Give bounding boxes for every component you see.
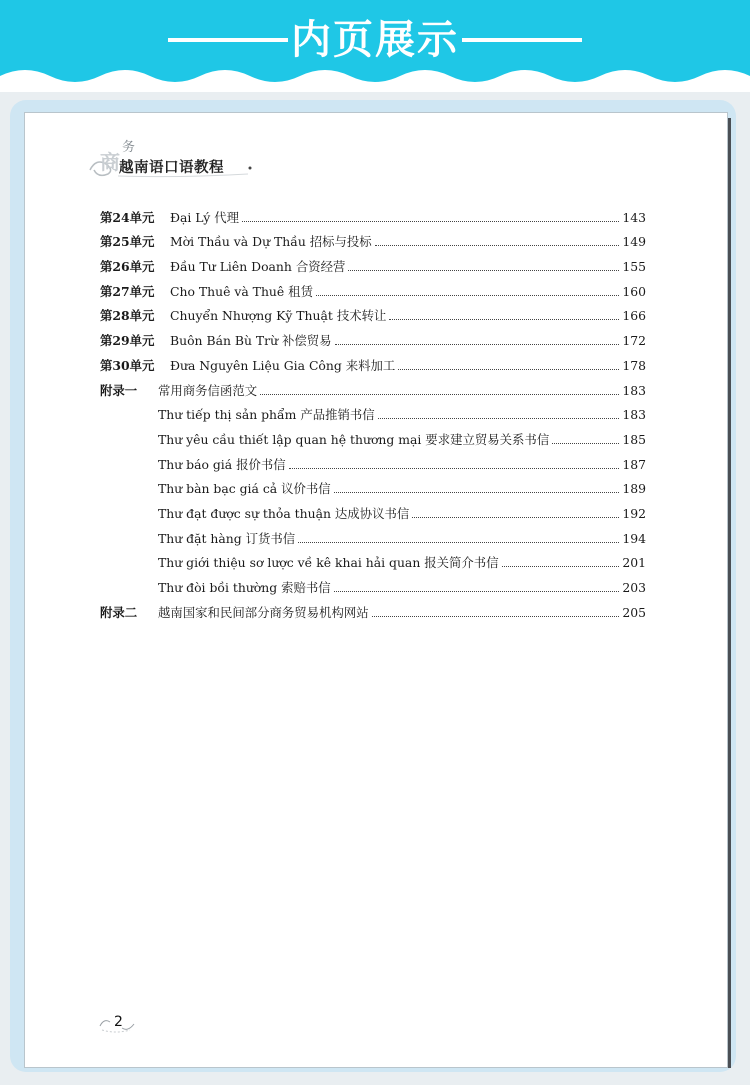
toc-leader-dots — [260, 393, 619, 395]
toc-entry-title: Thư tiếp thị sản phẩm 产品推销书信 — [158, 407, 375, 423]
toc-entry-page: 143 — [622, 209, 646, 225]
banner-title: 内页展示 — [291, 17, 459, 63]
toc-leader-dots — [389, 318, 619, 320]
toc-leader-dots — [552, 442, 619, 444]
logo-shang-glyph: 商 — [100, 150, 120, 174]
toc-entry-page: 205 — [622, 604, 646, 620]
toc-entry-title: Buôn Bán Bù Trừ 补偿贸易 — [170, 333, 332, 349]
toc-leader-dots — [242, 220, 619, 222]
toc-entry — [100, 250, 646, 275]
toc-entry — [100, 497, 646, 522]
toc-leader-dots — [375, 244, 620, 246]
toc-entry-title: Thư giới thiệu sơ lược về kê khai hải quan 报关简介书信 — [158, 555, 499, 571]
toc-entry — [100, 349, 646, 374]
toc-entry — [100, 473, 646, 498]
toc-entry-page: 183 — [622, 407, 646, 423]
toc-entry — [100, 571, 646, 596]
toc-entry-page: 166 — [622, 308, 646, 324]
toc-entry-title: Thư đạt được sự thỏa thuận 达成协议书信 — [158, 505, 410, 521]
toc-entry-page: 203 — [622, 580, 646, 595]
toc-entry-page: 192 — [622, 505, 646, 521]
toc-entry-page: 185 — [622, 431, 646, 447]
toc-entry-page: 201 — [622, 555, 646, 571]
toc-entry-title: Chuyển Nhượng Kỹ Thuật 技术转让 — [170, 308, 387, 324]
toc-entry — [100, 300, 646, 325]
page-number-text: 2 — [114, 1014, 123, 1030]
book-title: 越南语口语教程 — [119, 159, 224, 176]
toc-entry-page: 183 — [622, 382, 646, 398]
toc-entry-label: 第29单元 — [100, 333, 155, 349]
toc-entry-label: 第27单元 — [100, 283, 155, 299]
toc-entry — [100, 374, 646, 399]
toc-entry-label: 第28单元 — [100, 308, 155, 324]
toc-entry-page: 187 — [622, 456, 646, 472]
toc-entry — [100, 226, 646, 251]
toc-entry — [100, 547, 646, 572]
toc-entry-label: 第30单元 — [100, 357, 155, 373]
toc-entry-title: Thư yêu cầu thiết lập quan hệ thương mại 要求建立贸易关系书信 — [158, 431, 550, 447]
toc-entry-title: Thư bàn bạc giá cả 议价书信 — [158, 481, 331, 497]
toc-leader-dots — [398, 368, 619, 370]
toc-leader-dots — [502, 565, 620, 567]
toc-leader-dots — [412, 516, 619, 518]
toc-entry — [100, 448, 646, 473]
toc-entry — [100, 423, 646, 448]
toc-entry — [100, 275, 646, 300]
toc-entry-page: 155 — [622, 259, 646, 275]
toc-entry-title: Đầu Tư Liên Doanh 合资经营 — [170, 259, 346, 275]
book-logo — [88, 134, 258, 178]
toc-leader-dots — [335, 343, 620, 345]
toc-entry-title: 越南国家和民间部分商务贸易机构网站 — [158, 604, 369, 620]
toc-entry — [100, 201, 646, 226]
toc-entry — [100, 522, 646, 547]
toc-entry-label: 附录二 — [100, 604, 138, 620]
toc-entry-title: 常用商务信函范文 — [158, 382, 258, 398]
logo-wu-glyph: 务 — [122, 140, 136, 155]
toc-leader-dots — [348, 269, 619, 271]
toc-entry-label: 第25单元 — [100, 234, 155, 250]
toc-leader-dots — [298, 541, 619, 543]
toc-entry-title: Cho Thuê và Thuê 租赁 — [170, 283, 313, 299]
toc-leader-dots — [372, 615, 620, 617]
toc-entry-title: Thư báo giá 报价书信 — [158, 456, 286, 472]
banner-line-right — [462, 38, 582, 42]
toc-entry-label: 第26单元 — [100, 259, 155, 275]
table-of-contents — [100, 201, 646, 621]
toc-entry-label: 第24单元 — [100, 209, 155, 225]
banner — [0, 0, 750, 92]
toc-entry-page: 189 — [622, 481, 646, 497]
toc-entry-label: 附录一 — [100, 382, 138, 398]
toc-entry-title: Đưa Nguyên Liệu Gia Công 来料加工 — [170, 357, 396, 373]
toc-entry — [100, 399, 646, 424]
toc-leader-dots — [289, 467, 620, 469]
toc-entry-title: Thư đặt hàng 订货书信 — [158, 530, 296, 546]
toc-entry-page: 149 — [622, 234, 646, 250]
wave-decoration — [0, 62, 750, 92]
toc-leader-dots — [316, 294, 619, 296]
toc-entry-page: 160 — [622, 283, 646, 299]
toc-entry-title: Thư đòi bồi thường 索赔书信 — [158, 580, 331, 595]
page-number — [96, 1012, 136, 1034]
toc-leader-dots — [378, 417, 620, 419]
toc-leader-dots — [334, 590, 620, 592]
toc-entry-page: 172 — [622, 333, 646, 349]
toc-entry — [100, 324, 646, 349]
toc-entry-title: Đại Lý 代理 — [170, 209, 240, 225]
toc-entry-title: Mời Thầu và Dự Thầu 招标与投标 — [170, 234, 372, 250]
toc-entry-page: 194 — [622, 530, 646, 546]
toc-entry-page: 178 — [622, 357, 646, 373]
toc-entry — [100, 596, 646, 621]
toc-leader-dots — [334, 491, 620, 493]
